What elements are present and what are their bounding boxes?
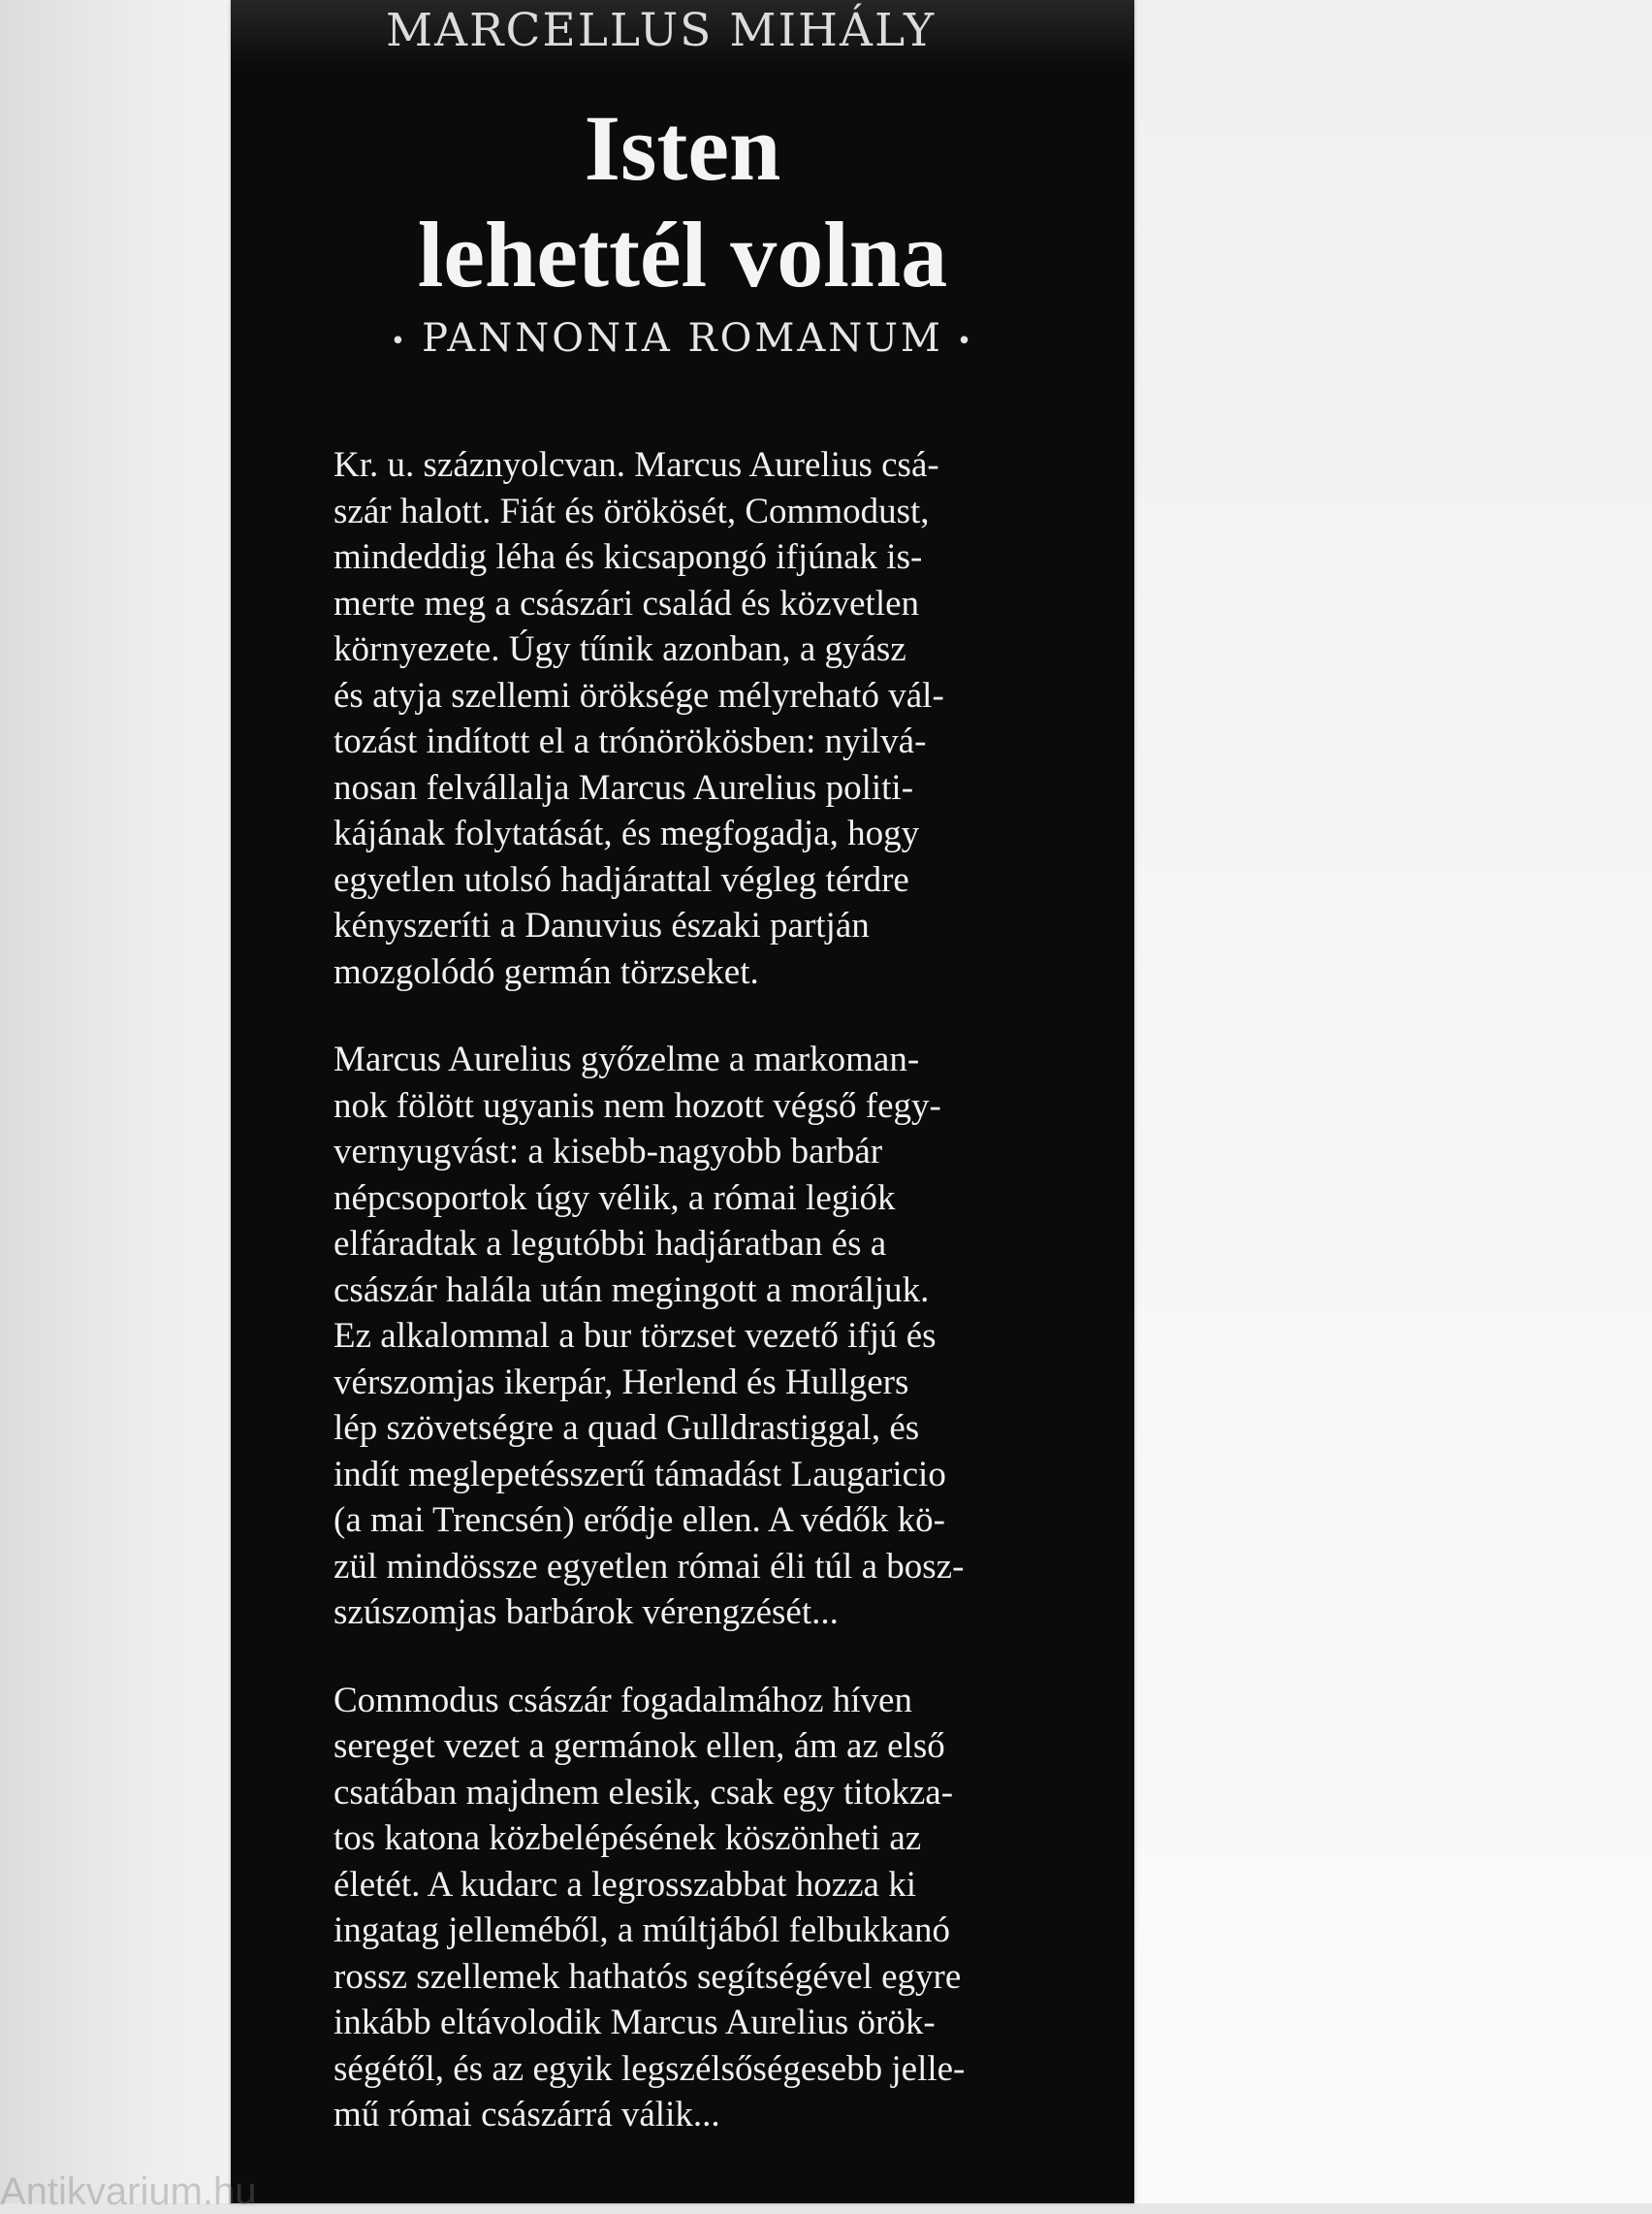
book-title <box>231 95 1134 308</box>
title-line-1: Isten <box>584 96 781 200</box>
title-line-2: lehettél volna <box>417 203 948 306</box>
author-name: MARCELLUS MIHÁLY <box>386 4 937 57</box>
blurb-paragraph-2: Marcus Aurelius győzelme a markoman- nok fölött ugyanis nem hozott végső fegy- vernyugvást: a kisebb-nagyobb barbár népcsoportok úgy vélik, a római legiók elfáradtak a legutóbbi hadjáratban és a császár halála után megingott a moráljuk. Ez alkalommal a bur törzset vezető ifjú és vérszomjas ikerpár, Herlend és Hullgers lép szövetségre a quad Gulldrastiggal, és indít meglepetésszerű támadást Laugaricio (a mai Trencsén) erődje ellen. A védők kö- zül mindössze egyetlen római éli túl a bosz- szúszomjas barbárok vérengzését... <box>334 1040 965 1632</box>
blurb-paragraph-3: Commodus császár fogadalmához híven sereget vezet a germánok ellen, ám az első csatában majdnem elesik, csak egy titokza- tos katona közbelépésének köszönheti az életét. A kudarc a legrosszabbat hozza ki ingatag jelleméből, a múltjából felbukkanó rossz szellemek hathatós segítségével egyre inkább eltávolodik Marcus Aurelius örök- ségétől, és az egyik legszélsőségesebb jelle- mű római császárrá válik... <box>334 1680 966 2134</box>
blurb-paragraph-1: Kr. u. száznyolcvan. Marcus Aurelius csá- szár halott. Fiát és örökösét, Commodust, mindeddig léha és kicsapongó ifjúnak is- merte meg a császári család és közvetlen környezete. Úgy tűnik azonban, a gyász és atyja szellemi öröksége mélyreható vál- tozást indított el a trónörökösben: nyilvá- nosan felvállalja Marcus Aurelius politi- kájának folytatását, és megfogadja, hogy egyetlen utolsó hadjárattal végleg térdre kényszeríti a Danuvius északi partján mozgolódó germán törzseket. <box>334 445 944 992</box>
series-name-row <box>231 316 1134 361</box>
watermark: Antikvarium.hu <box>0 2170 257 2213</box>
blurb-text <box>334 442 1026 2138</box>
right-page-background <box>1132 0 1652 2203</box>
series-name: PANNONIA ROMANUM <box>422 316 943 361</box>
series-bullet-left: • <box>390 327 409 356</box>
back-cover-panel <box>231 0 1134 2203</box>
series-bullet-right: • <box>956 327 975 356</box>
left-page-background <box>0 0 242 2203</box>
